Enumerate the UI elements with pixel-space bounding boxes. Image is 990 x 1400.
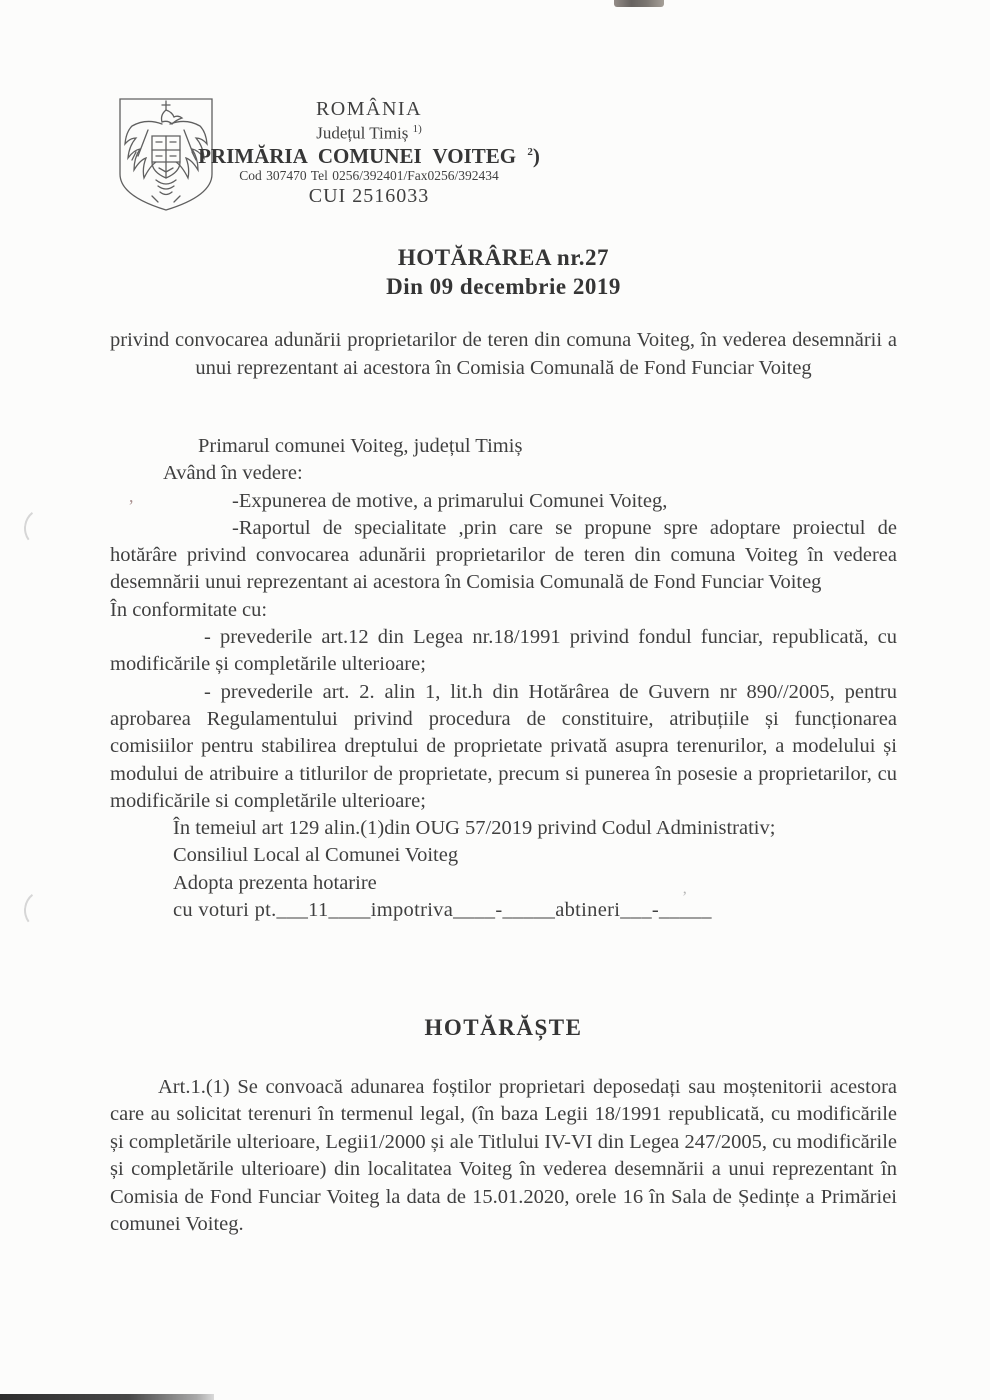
preamble-report-paragraph: -Raportul de specialitate ,prin care se propune spre adoptare proiectul de hotărâre privind convocarea adunării proprietarilor de teren din comuna Voiteg în vederea desemnării unui reprezentant ai acestora în Comisia Comunală de Fond Funciar Voiteg (110, 516, 897, 594)
header-contact-line: Cod 307470 Tel 0256/392401/Fax0256/392434 (239, 168, 499, 184)
document-title (110, 243, 897, 301)
header-county-footnote: 1) (412, 122, 422, 135)
header-cui: CUI 2516033 (308, 184, 430, 207)
preamble-votes-line: cu voturi pt.___11____impotriva____-_____abtineri___-_____ (173, 899, 712, 922)
punch-hole-shadow (21, 506, 64, 551)
preamble-legal-basis-line: În temeiul art 129 alin.(1)din OUG 57/2019 privind Codul Administrativ; (173, 817, 776, 840)
preamble-hg890-paragraph: - prevederile art. 2. alin 1, lit.h din Hotărârea de Guvern nr 890//2005, pentru aprobarea Regulamentului privind procedura de constituire, atribuțiile și funcționarea comisiilor pentru stabilirea dreptului de proprietate privată asupra terenurilor, a modelului și modului de atribuire a titlurilor de proprietate, precum si punerea în posesie a proprietarilor, cu modificările si completările ulterioare; (110, 680, 897, 812)
decision-heading: HOTĂRĂȘTE (424, 1015, 583, 1040)
document-header (138, 99, 600, 207)
scan-edge-artifact (0, 1394, 214, 1400)
scan-smudge-top (614, 0, 664, 7)
header-county-text: Județul Timiș (316, 123, 409, 143)
preamble-motive-item: -Expunerea de motive, a primarului Comunei Voiteg, (232, 489, 668, 512)
title-number: HOTĂRÂREA nr.27 (397, 245, 610, 270)
scan-stray-mark: , (129, 486, 134, 506)
preamble-mayor-line: Primarul comunei Voiteg, județul Timiș (198, 435, 523, 457)
header-county (138, 124, 600, 143)
preamble-conformity-line: În conformitate cu: (110, 598, 268, 621)
article-1-paragraph: Art.1.(1) Se convoacă adunarea foștilor proprietari deposedați sau moștenitorii acestora care au solicitat terenuri în termenul legal, (în baza Legii 18/1991 republicată, cu modificările și completările ulterioare, Legii1/2000 și ale Titlului IV-VI din Legea 247/2005, cu modificările și completările ulterioare) din localitatea Voiteg în vederea desemnării a unui reprezentant în Comisia de Fond Funciar Voiteg la data de 15.01.2020, orele 16 în Sala de Ședințe a Primăriei comunei Voiteg. (110, 1076, 897, 1236)
header-country: ROMÂNIA (315, 98, 423, 120)
preamble-adopt-line: Adopta prezenta hotarire (173, 871, 377, 894)
punch-hole-shadow (21, 888, 64, 933)
preamble-law18-paragraph: - prevederile art.12 din Legea nr.18/1991 privind fondul funciar, republicată, cu modificările și completările ulterioare; (110, 626, 897, 676)
header-institution (138, 145, 600, 168)
preamble-having-line: Având în vedere: (163, 462, 303, 485)
header-institution-footnote: 2 (527, 145, 533, 158)
scan-stray-mark: ‚ (682, 880, 688, 897)
title-date: Din 09 decembrie 2019 (386, 274, 621, 299)
preamble-section (110, 433, 897, 924)
header-institution-text: PRIMĂRIA COMUNEI VOITEG (198, 143, 517, 168)
document-subject: privind convocarea adunării proprietarilor de teren din comuna Voiteg, în vederea desemnării a unui reprezentant ai acestora în Comisia Comunală de Fond Funciar Voiteg (110, 329, 897, 379)
preamble-council-line: Consiliul Local al Comunei Voiteg (173, 844, 459, 867)
header-institution-paren: ) (532, 143, 540, 168)
